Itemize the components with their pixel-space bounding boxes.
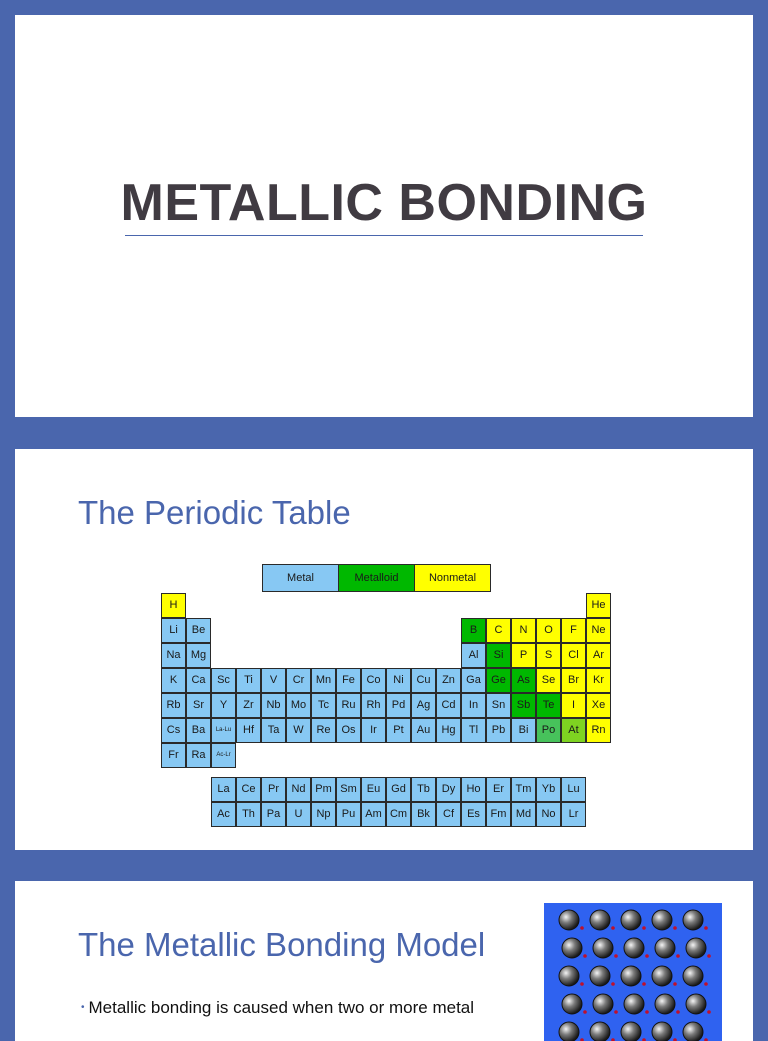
element-cell: Rn <box>586 718 611 743</box>
element-cell: Fr <box>161 743 186 768</box>
metal-ion <box>686 938 706 958</box>
element-cell: Cl <box>561 643 586 668</box>
element-cell-f-block: Pr <box>261 777 286 802</box>
element-cell: Ge <box>486 668 511 693</box>
element-cell: B <box>461 618 486 643</box>
element-cell: Mo <box>286 693 311 718</box>
bullet-item <box>81 997 541 1019</box>
metal-ion <box>590 1022 610 1041</box>
element-cell: Mg <box>186 643 211 668</box>
title-underline <box>125 235 643 236</box>
slide-heading-periodic-table: The Periodic Table <box>78 494 351 531</box>
electron <box>583 1010 587 1014</box>
metal-ion <box>562 938 582 958</box>
element-cell: Ba <box>186 718 211 743</box>
element-cell: Cd <box>436 693 461 718</box>
element-cell: Os <box>336 718 361 743</box>
metal-ion <box>593 938 613 958</box>
element-cell-f-block: Es <box>461 802 486 827</box>
element-cell: Fe <box>336 668 361 693</box>
element-cell: As <box>511 668 536 693</box>
element-cell: Sb <box>511 693 536 718</box>
element-cell: Ar <box>586 643 611 668</box>
element-cell: Al <box>461 643 486 668</box>
periodic-table-legend <box>262 564 491 592</box>
element-cell-f-block: Gd <box>386 777 411 802</box>
element-cell: Ga <box>461 668 486 693</box>
element-cell: P <box>511 643 536 668</box>
metal-ion <box>655 994 675 1014</box>
metal-ion <box>624 938 644 958</box>
element-cell: Se <box>536 668 561 693</box>
element-cell-f-block: Nd <box>286 777 311 802</box>
metal-ion <box>621 910 641 930</box>
metal-ion <box>559 966 579 986</box>
bullet-dot-icon: • <box>81 1002 85 1013</box>
element-cell: C <box>486 618 511 643</box>
element-cell: Cr <box>286 668 311 693</box>
element-cell: W <box>286 718 311 743</box>
element-cell-f-block: Er <box>486 777 511 802</box>
metal-ion <box>621 1022 641 1041</box>
element-cell-f-block: Pu <box>336 802 361 827</box>
element-cell: Ni <box>386 668 411 693</box>
metal-ion <box>562 994 582 1014</box>
element-cell: Te <box>536 693 561 718</box>
electron <box>707 1010 711 1014</box>
metal-ion <box>559 1022 579 1041</box>
slide-periodic-table <box>15 449 753 850</box>
element-cell: Ru <box>336 693 361 718</box>
metal-ion <box>590 910 610 930</box>
legend-nonmetal: Nonmetal <box>415 565 490 591</box>
element-cell: Ag <box>411 693 436 718</box>
element-cell-f-block: Yb <box>536 777 561 802</box>
electron <box>614 1010 618 1014</box>
element-cell: At <box>561 718 586 743</box>
element-cell: Y <box>211 693 236 718</box>
element-cell: He <box>586 593 611 618</box>
element-cell: Zn <box>436 668 461 693</box>
element-cell: Mn <box>311 668 336 693</box>
element-cell: Na <box>161 643 186 668</box>
element-cell: Pd <box>386 693 411 718</box>
element-cell: La-Lu <box>211 718 236 743</box>
legend-metalloid: Metalloid <box>339 565 415 591</box>
element-cell: I <box>561 693 586 718</box>
electron <box>611 926 615 930</box>
element-cell: Br <box>561 668 586 693</box>
element-cell: Sn <box>486 693 511 718</box>
slide-heading-bonding-model: The Metallic Bonding Model <box>78 926 486 963</box>
element-cell: Hg <box>436 718 461 743</box>
element-cell: Cu <box>411 668 436 693</box>
element-cell: Ta <box>261 718 286 743</box>
element-cell: Rh <box>361 693 386 718</box>
element-cell: Si <box>486 643 511 668</box>
element-cell: Co <box>361 668 386 693</box>
element-cell: Au <box>411 718 436 743</box>
metal-ion <box>621 966 641 986</box>
element-cell-f-block: Tb <box>411 777 436 802</box>
element-cell: Sr <box>186 693 211 718</box>
element-cell: S <box>536 643 561 668</box>
metal-ion <box>559 910 579 930</box>
metal-ion <box>683 910 703 930</box>
element-cell-f-block: La <box>211 777 236 802</box>
element-cell: Xe <box>586 693 611 718</box>
element-cell-f-block: Fm <box>486 802 511 827</box>
element-cell-f-block: Ce <box>236 777 261 802</box>
element-cell-f-block: Th <box>236 802 261 827</box>
element-cell-f-block: Np <box>311 802 336 827</box>
element-cell-f-block: Bk <box>411 802 436 827</box>
element-cell: Kr <box>586 668 611 693</box>
element-cell: Pt <box>386 718 411 743</box>
element-cell: Ra <box>186 743 211 768</box>
metal-ion <box>652 966 672 986</box>
slide-title-text: METALLIC BONDING <box>120 174 648 232</box>
electron <box>704 982 708 986</box>
metal-ion <box>652 1022 672 1041</box>
element-cell-f-block: Md <box>511 802 536 827</box>
element-cell: V <box>261 668 286 693</box>
element-cell: Bi <box>511 718 536 743</box>
element-cell: Zr <box>236 693 261 718</box>
element-cell-f-block: Dy <box>436 777 461 802</box>
element-cell-f-block: Ho <box>461 777 486 802</box>
electron <box>583 954 587 958</box>
element-cell: N <box>511 618 536 643</box>
element-cell: O <box>536 618 561 643</box>
element-cell: Li <box>161 618 186 643</box>
electron <box>707 954 711 958</box>
electron <box>580 982 584 986</box>
element-cell: K <box>161 668 186 693</box>
element-cell-f-block: Tm <box>511 777 536 802</box>
electron <box>611 982 615 986</box>
element-cell: Ir <box>361 718 386 743</box>
element-cell-f-block: Pm <box>311 777 336 802</box>
element-cell: Tl <box>461 718 486 743</box>
element-cell: Ca <box>186 668 211 693</box>
metal-ion <box>683 966 703 986</box>
element-cell: Po <box>536 718 561 743</box>
element-cell: Cs <box>161 718 186 743</box>
electron <box>676 954 680 958</box>
electron <box>673 926 677 930</box>
slide-bonding-model <box>15 881 753 1041</box>
element-cell: Hf <box>236 718 261 743</box>
element-cell: In <box>461 693 486 718</box>
element-cell-f-block: Pa <box>261 802 286 827</box>
element-cell-f-block: Am <box>361 802 386 827</box>
element-cell: Ac-Lr <box>211 743 236 768</box>
element-cell: Ne <box>586 618 611 643</box>
electron <box>614 954 618 958</box>
electron <box>580 926 584 930</box>
electron <box>676 1010 680 1014</box>
element-cell: Sc <box>211 668 236 693</box>
element-cell: F <box>561 618 586 643</box>
element-cell: H <box>161 593 186 618</box>
metal-ion <box>624 994 644 1014</box>
metal-ion <box>655 938 675 958</box>
metal-lattice-icon <box>544 903 722 1041</box>
element-cell: Be <box>186 618 211 643</box>
slide-title <box>15 15 753 417</box>
element-cell-f-block: Eu <box>361 777 386 802</box>
element-cell: Nb <box>261 693 286 718</box>
electron <box>704 926 708 930</box>
electron <box>642 926 646 930</box>
element-cell: Rb <box>161 693 186 718</box>
metal-lattice-image <box>544 903 722 1041</box>
element-cell: Pb <box>486 718 511 743</box>
bullet-text: Metallic bonding is caused when two or more metal <box>88 998 475 1017</box>
element-cell-f-block: Lr <box>561 802 586 827</box>
electron <box>645 1010 649 1014</box>
metal-ion <box>652 910 672 930</box>
element-cell: Ti <box>236 668 261 693</box>
electron <box>645 954 649 958</box>
element-cell-f-block: Lu <box>561 777 586 802</box>
metal-ion <box>593 994 613 1014</box>
element-cell-f-block: Cf <box>436 802 461 827</box>
element-cell: Tc <box>311 693 336 718</box>
element-cell: Re <box>311 718 336 743</box>
metal-ion <box>686 994 706 1014</box>
electron <box>673 982 677 986</box>
periodic-table <box>161 572 614 833</box>
element-cell-f-block: Ac <box>211 802 236 827</box>
element-cell-f-block: No <box>536 802 561 827</box>
legend-metal: Metal <box>263 565 339 591</box>
element-cell-f-block: Sm <box>336 777 361 802</box>
metal-ion <box>590 966 610 986</box>
element-cell-f-block: U <box>286 802 311 827</box>
electron <box>642 982 646 986</box>
element-cell-f-block: Cm <box>386 802 411 827</box>
metal-ion <box>683 1022 703 1041</box>
